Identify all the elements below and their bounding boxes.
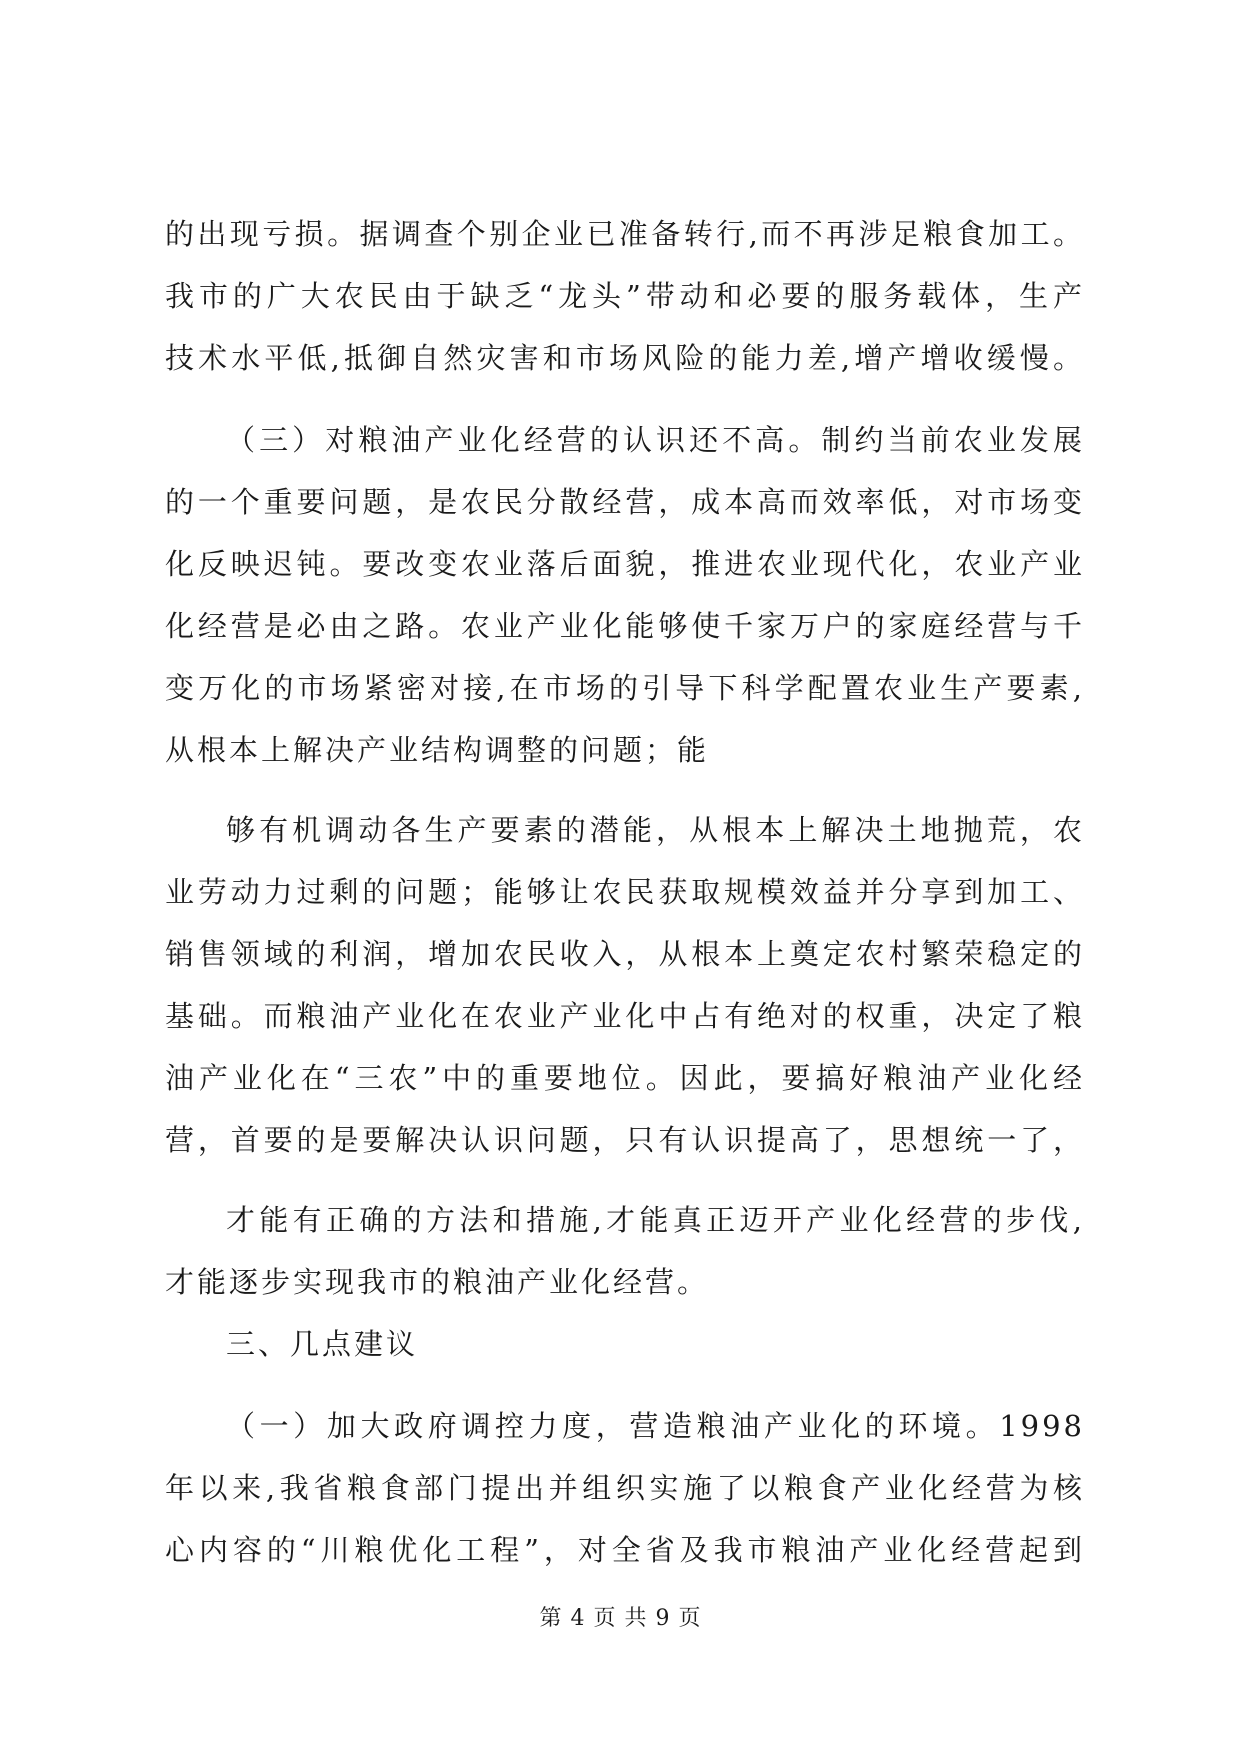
text-line: 从根本上解决产业结构调整的问题；能 — [165, 733, 710, 767]
text-line: 化经营是必由之路。农业产业化能够使千家万户的家庭经营与千 — [165, 609, 1085, 643]
text-line: 才能逐步实现我市的粮油产业化经营。 — [165, 1265, 710, 1299]
text-line: 变万化的市场紧密对接,在市场的引导下科学配置农业生产要素, — [165, 671, 1085, 705]
text-line: 够有机调动各生产要素的潜能，从根本上解决土地抛荒，农 — [226, 813, 1085, 847]
text-line: 技术水平低,抵御自然灾害和市场风险的能力差,增产增收缓慢。 — [165, 341, 1085, 375]
text-line: 心内容的“川粮优化工程”，对全省及我市粮油产业化经营起到 — [165, 1533, 1085, 1567]
text-line: 业劳动力过剩的问题；能够让农民获取规模效益并分享到加工、 — [165, 875, 1085, 909]
text-line: 年以来,我省粮食部门提出并组织实施了以粮食产业化经营为核 — [165, 1471, 1085, 1505]
text-line: 才能有正确的方法和措施,才能真正迈开产业化经营的步伐, — [226, 1203, 1085, 1237]
text-line: 我市的广大农民由于缺乏“龙头”带动和必要的服务载体，生产 — [165, 279, 1085, 313]
text-line: 基础。而粮油产业化在农业产业化中占有绝对的权重，决定了粮 — [165, 999, 1085, 1033]
paragraph-heading-line: （三）对粮油产业化经营的认识还不高。制约当前农业发展 — [226, 423, 1085, 457]
section-heading: 三、几点建议 — [226, 1327, 419, 1361]
text-line: 营，首要的是要解决认识问题，只有认识提高了，思想统一了， — [165, 1123, 1085, 1157]
text-line: 销售领域的利润，增加农民收入，从根本上奠定农村繁荣稳定的 — [165, 937, 1085, 971]
text-line: 的一个重要问题，是农民分散经营，成本高而效率低，对市场变 — [165, 485, 1085, 519]
text-line: 的出现亏损。据调查个别企业已准备转行,而不再涉足粮食加工。 — [165, 217, 1085, 251]
text-line: 油产业化在“三农”中的重要地位。因此，要搞好粮油产业化经 — [165, 1061, 1085, 1095]
text-line: 化反映迟钝。要改变农业落后面貌，推进农业现代化，农业产业 — [165, 547, 1085, 581]
paragraph-heading-line: （一）加大政府调控力度，营造粮油产业化的环境。1998 — [226, 1409, 1085, 1443]
page-number-footer: 第 4 页 共 9 页 — [539, 1606, 702, 1631]
